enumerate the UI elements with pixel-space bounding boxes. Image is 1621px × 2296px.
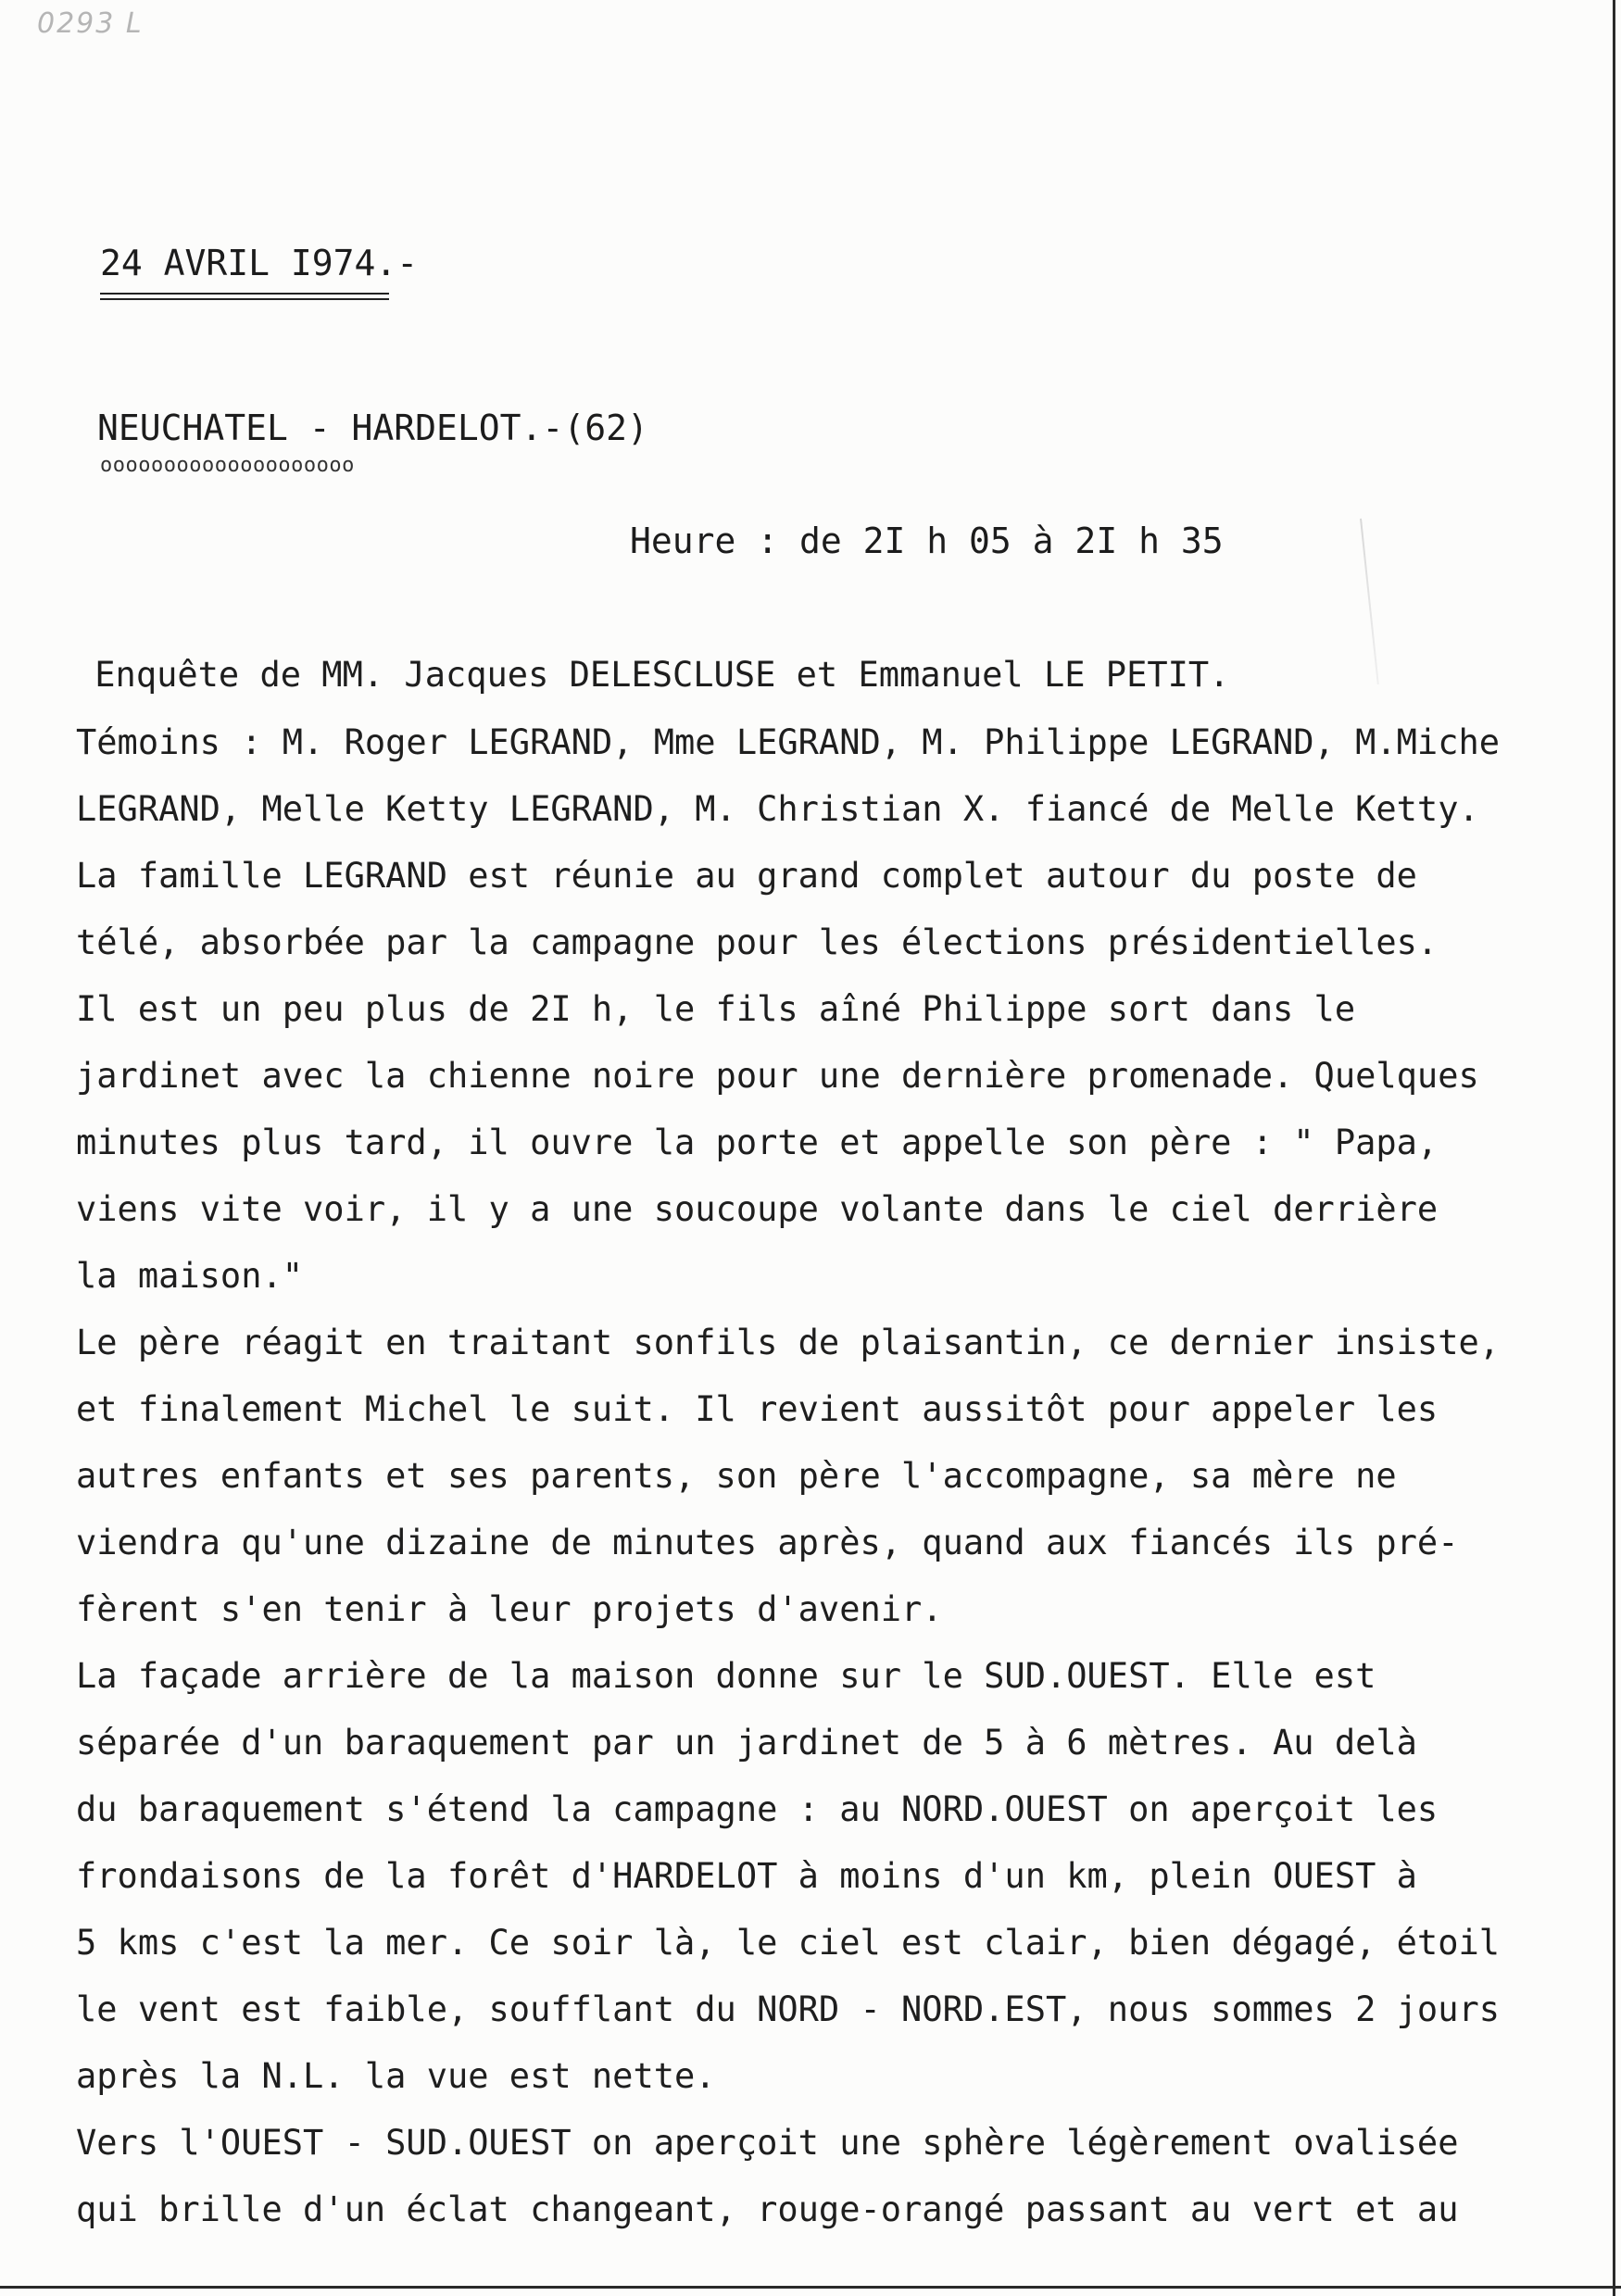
body-line: la maison."	[76, 1256, 304, 1296]
body-line: 5 kms c'est la mer. Ce soir là, le ciel est clair, bien dégagé, étoil	[76, 1923, 1501, 1963]
body-line: viens vite voir, il y a une soucoupe volante dans le ciel derrière	[76, 1189, 1439, 1229]
body-line: le vent est faible, soufflant du NORD - NORD.EST, nous sommes 2 jours	[76, 1989, 1501, 2029]
body-line: Témoins : M. Roger LEGRAND, Mme LEGRAND, M. Philippe LEGRAND, M.Miche	[76, 722, 1501, 762]
body-line: La famille LEGRAND est réunie au grand complet autour du poste de	[76, 856, 1417, 896]
body-line: après la N.L. la vue est nette.	[76, 2056, 716, 2096]
page-edge-bottom	[0, 2286, 1621, 2289]
body-line: viendra qu'une dizaine de minutes après, quand aux fiancés ils pré-	[76, 1523, 1459, 1562]
page-edge-right	[1613, 0, 1615, 2296]
body-line: Il est un peu plus de 2I h, le fils aîné Philippe sort dans le	[76, 989, 1356, 1029]
body-line: minutes plus tard, il ouvre la porte et appelle son père : " Papa,	[76, 1123, 1439, 1162]
body-line: du baraquement s'étend la campagne : au NORD.OUEST on aperçoit les	[76, 1789, 1439, 1829]
body-line: fèrent s'en tenir à leur projets d'avenir.	[76, 1589, 943, 1629]
body-line: et finalement Michel le suit. Il revient aussitôt pour appeler les	[76, 1389, 1439, 1429]
body-line: frondaisons de la forêt d'HARDELOT à moins d'un km, plein OUEST à	[76, 1856, 1417, 1896]
body-line: Le père réagit en traitant sonfils de plaisantin, ce dernier insiste,	[76, 1323, 1501, 1362]
body-line: Vers l'OUEST - SUD.OUEST on aperçoit une sphère légèrement ovalisée	[76, 2123, 1459, 2163]
body-line: qui brille d'un éclat changeant, rouge-orangé passant au vert et au	[76, 2189, 1459, 2229]
body-line: Enquête de MM. Jacques DELESCLUSE et Emmanuel LE PETIT.	[74, 655, 1230, 695]
location-underline: oooooooooooooooooooo	[100, 454, 355, 477]
body-line: séparée d'un baraquement par un jardinet de 5 à 6 mètres. Au delà	[76, 1723, 1417, 1763]
body-line: LEGRAND, Melle Ketty LEGRAND, M. Christian X. fiancé de Melle Ketty.	[76, 789, 1479, 829]
document-date: 24 AVRIL I974.-	[100, 243, 419, 283]
body-line: télé, absorbée par la campagne pour les élections présidentielles.	[76, 922, 1439, 962]
body-line: jardinet avec la chienne noire pour une dernière promenade. Quelques	[76, 1056, 1479, 1096]
location-heading: NEUCHATEL - HARDELOT.-(62)	[97, 408, 648, 448]
body-line: La façade arrière de la maison donne sur le SUD.OUEST. Elle est	[76, 1656, 1376, 1696]
body-line: autres enfants et ses parents, son père l'accompagne, sa mère ne	[76, 1456, 1397, 1496]
time-range: Heure : de 2I h 05 à 2I h 35	[630, 521, 1224, 561]
corner-archive-mark: 0293 L	[37, 7, 144, 40]
